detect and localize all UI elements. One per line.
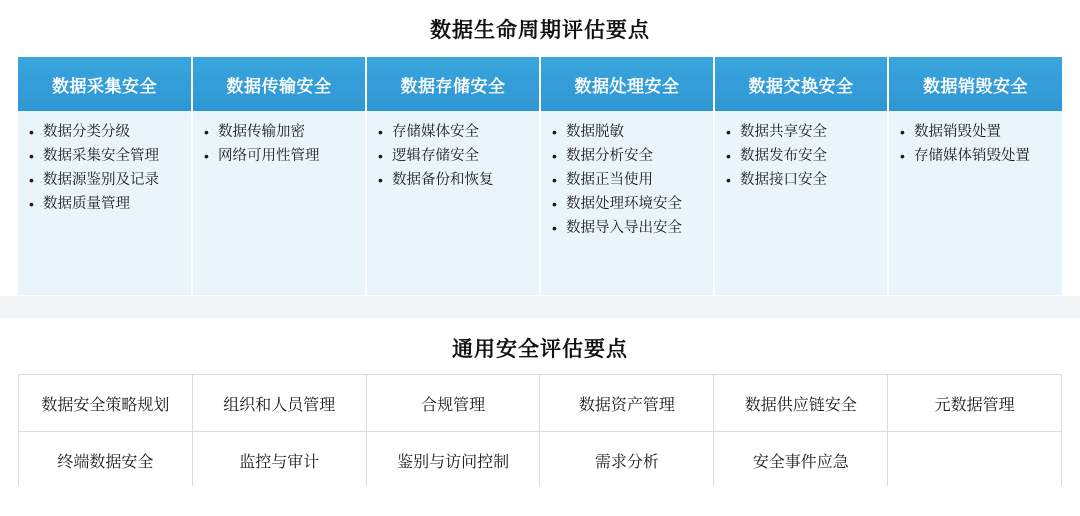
general-cell-empty (888, 432, 1062, 489)
general-cell-requirements-analysis: 需求分析 (540, 432, 714, 489)
general-cell-endpoint-security: 终端数据安全 (19, 432, 193, 489)
list-item: • 数据发布安全 (723, 145, 879, 167)
lifecycle-list-destruction (897, 121, 1054, 167)
general-cell-access-control: 鉴别与访问控制 (366, 432, 540, 489)
general-cell-incident-response: 安全事件应急 (714, 432, 888, 489)
lifecycle-cell-collection (18, 111, 192, 295)
list-item: • 数据导入导出安全 (549, 217, 705, 239)
lifecycle-list-collection (26, 121, 183, 215)
lifecycle-cell-destruction (888, 111, 1062, 295)
general-cell-policy-planning: 数据安全策略规划 (19, 375, 193, 432)
list-item: • 数据正当使用 (549, 169, 705, 191)
lifecycle-list-processing (549, 121, 705, 239)
lifecycle-list-storage (375, 121, 531, 191)
list-item: • 数据分析安全 (549, 145, 705, 167)
general-cell-compliance: 合规管理 (366, 375, 540, 432)
lifecycle-header-row (18, 57, 1062, 111)
section-divider-band (0, 296, 1080, 318)
lifecycle-header-destruction: 数据销毁安全 (888, 57, 1062, 111)
list-item: • 数据分类分级 (26, 121, 183, 143)
lifecycle-header-processing: 数据处理安全 (540, 57, 714, 111)
list-item: • 数据处理环境安全 (549, 193, 705, 215)
list-item: • 数据源鉴别及记录 (26, 169, 183, 191)
list-item: • 数据共享安全 (723, 121, 879, 143)
general-cell-supply-chain: 数据供应链安全 (714, 375, 888, 432)
general-cell-metadata: 元数据管理 (888, 375, 1062, 432)
list-item: • 数据传输加密 (201, 121, 357, 143)
list-item: • 数据质量管理 (26, 193, 183, 215)
list-item: • 数据采集安全管理 (26, 145, 183, 167)
lifecycle-header-transmission: 数据传输安全 (192, 57, 366, 111)
list-item: • 网络可用性管理 (201, 145, 357, 167)
list-item: • 存储媒体销毁处置 (897, 145, 1054, 167)
table-row (19, 375, 1062, 432)
footer-strip (0, 486, 1080, 516)
list-item: • 逻辑存储安全 (375, 145, 531, 167)
lifecycle-header-storage: 数据存储安全 (366, 57, 540, 111)
lifecycle-cell-processing (540, 111, 714, 295)
list-item: • 数据备份和恢复 (375, 169, 531, 191)
general-cell-monitoring-audit: 监控与审计 (192, 432, 366, 489)
list-item: • 存储媒体安全 (375, 121, 531, 143)
lifecycle-section-title: 数据生命周期评估要点 (430, 19, 650, 42)
general-cell-asset-management: 数据资产管理 (540, 375, 714, 432)
lifecycle-list-exchange (723, 121, 879, 191)
lifecycle-cell-exchange (714, 111, 888, 295)
list-item: • 数据脱敏 (549, 121, 705, 143)
general-table (18, 374, 1062, 489)
lifecycle-header-exchange: 数据交换安全 (714, 57, 888, 111)
lifecycle-body-row (18, 111, 1062, 295)
lifecycle-header-collection: 数据采集安全 (18, 57, 192, 111)
lifecycle-cell-transmission (192, 111, 366, 295)
list-item: • 数据接口安全 (723, 169, 879, 191)
list-item: • 数据销毁处置 (897, 121, 1054, 143)
lifecycle-cell-storage (366, 111, 540, 295)
table-row (19, 432, 1062, 489)
general-section-title: 通用安全评估要点 (452, 338, 628, 361)
lifecycle-table (18, 57, 1062, 295)
lifecycle-list-transmission (201, 121, 357, 167)
general-cell-org-personnel: 组织和人员管理 (192, 375, 366, 432)
